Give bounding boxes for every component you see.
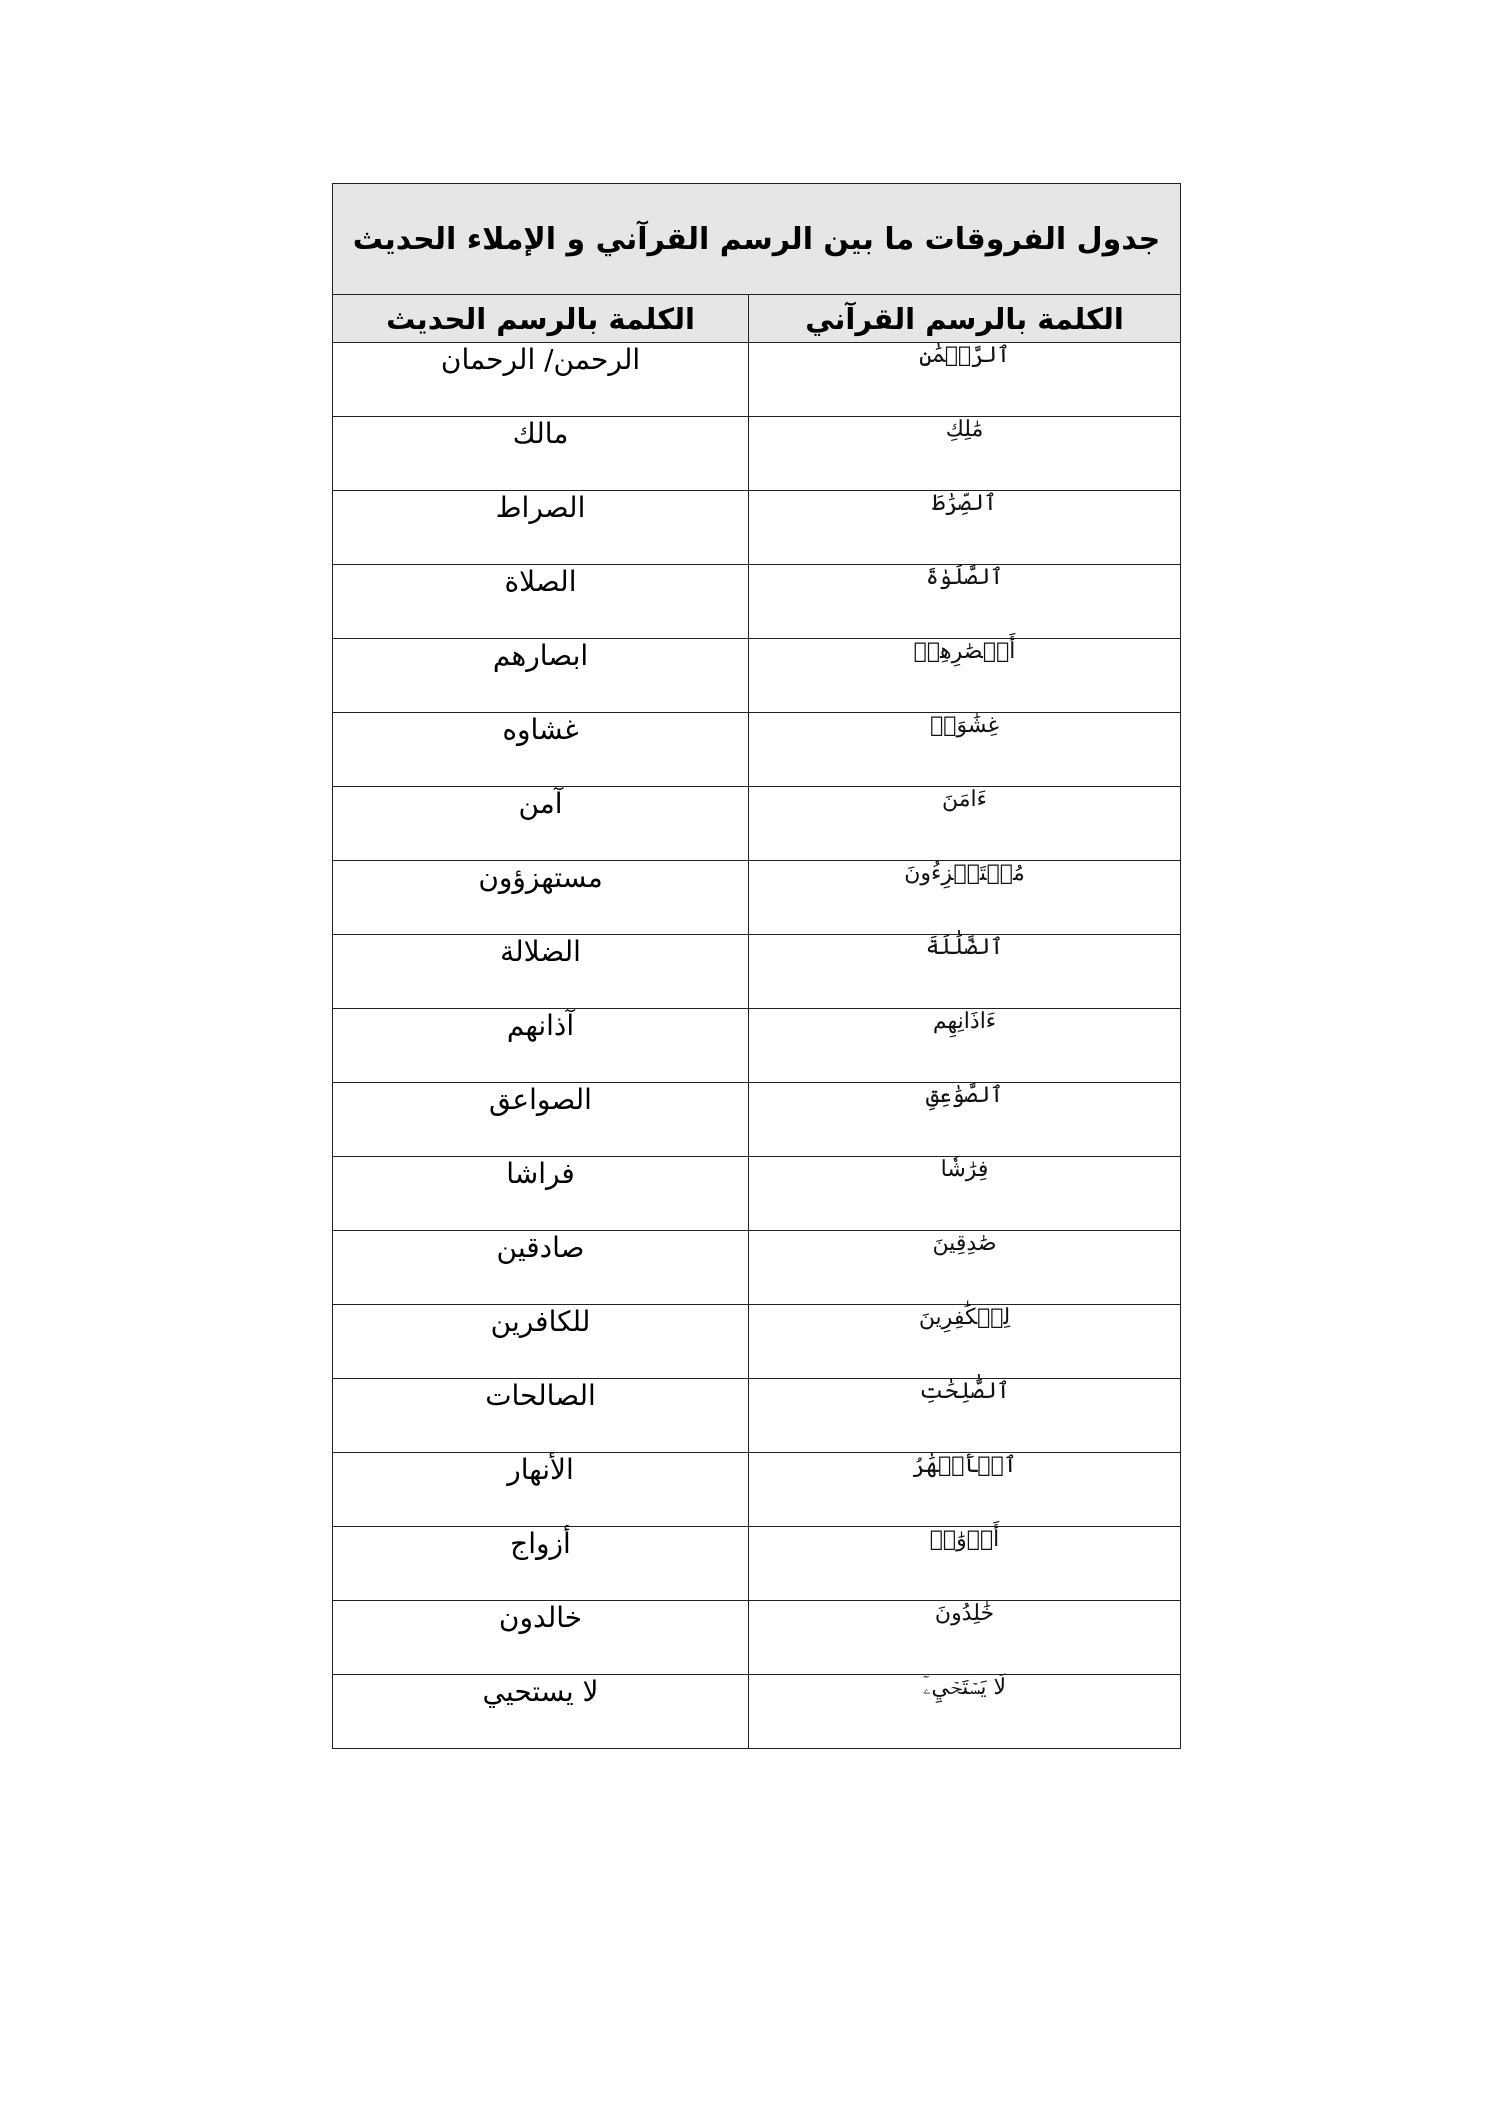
modern-word-cell: مستهزؤون <box>333 861 749 935</box>
modern-word-cell: فراشا <box>333 1157 749 1231</box>
quranic-word-cell: ٱلرَّحۡمَٰنِ <box>749 343 1181 417</box>
quranic-word-cell: خَٰلِدُونَ <box>749 1601 1181 1675</box>
table-row <box>333 491 1181 565</box>
modern-word-cell: الأنهار <box>333 1453 749 1527</box>
quranic-word-cell: ٱلصِّرَٰطَ <box>749 491 1181 565</box>
table-row <box>333 417 1181 491</box>
table-row <box>333 343 1181 417</box>
table-row <box>333 1527 1181 1601</box>
modern-word-cell: للكافرين <box>333 1305 749 1379</box>
quranic-word-cell: ٱلۡأَنۡهَٰرُ <box>749 1453 1181 1527</box>
table-row <box>333 1379 1181 1453</box>
table-row <box>333 1009 1181 1083</box>
comparison-table <box>332 183 1181 1749</box>
quranic-word-cell: مُسۡتَهۡزِءُونَ <box>749 861 1181 935</box>
modern-word-cell: آمن <box>333 787 749 861</box>
modern-word-cell: غشاوه <box>333 713 749 787</box>
table-row <box>333 935 1181 1009</box>
quranic-word-cell: أَزۡوَٰجٞ <box>749 1527 1181 1601</box>
modern-word-cell: أزواج <box>333 1527 749 1601</box>
quranic-word-cell: غِشَٰوَةٞ <box>749 713 1181 787</box>
quranic-word-cell: ٱلصَّٰلِحَٰتِ <box>749 1379 1181 1453</box>
table-row <box>333 787 1181 861</box>
quranic-word-cell: ٱلصَّلَوٰةَ <box>749 565 1181 639</box>
modern-word-cell: خالدون <box>333 1601 749 1675</box>
modern-word-cell: آذانهم <box>333 1009 749 1083</box>
table-row <box>333 1083 1181 1157</box>
table-row <box>333 1601 1181 1675</box>
modern-word-cell: الصراط <box>333 491 749 565</box>
modern-word-cell: الرحمن/ الرحمان <box>333 343 749 417</box>
header-modern-spelling: الكلمة بالرسم الحديث <box>333 295 749 343</box>
table-row <box>333 639 1181 713</box>
modern-word-cell: الصلاة <box>333 565 749 639</box>
table-row <box>333 1157 1181 1231</box>
quranic-word-cell: ءَاذَانِهِم <box>749 1009 1181 1083</box>
table-row <box>333 713 1181 787</box>
table-row <box>333 1675 1181 1749</box>
modern-word-cell: صادقين <box>333 1231 749 1305</box>
quranic-word-cell: ءَامَنَ <box>749 787 1181 861</box>
table-row <box>333 861 1181 935</box>
modern-word-cell: الضلالة <box>333 935 749 1009</box>
modern-word-cell: الصواعق <box>333 1083 749 1157</box>
quranic-word-cell: ٱلصَّوَٰعِقِ <box>749 1083 1181 1157</box>
quranic-word-cell: مَٰلِكِ <box>749 417 1181 491</box>
quranic-word-cell: لِلۡكَٰفِرِينَ <box>749 1305 1181 1379</box>
table-row <box>333 1231 1181 1305</box>
table-row <box>333 1305 1181 1379</box>
quranic-word-cell: صَٰدِقِينَ <box>749 1231 1181 1305</box>
modern-word-cell: الصالحات <box>333 1379 749 1453</box>
table-title: جدول الفروقات ما بين الرسم القرآني و الإملاء الحديث <box>333 184 1181 295</box>
table-body <box>333 343 1181 1749</box>
table-row <box>333 1453 1181 1527</box>
modern-word-cell: ابصارهم <box>333 639 749 713</box>
modern-word-cell: لا يستحيي <box>333 1675 749 1749</box>
table-row <box>333 565 1181 639</box>
header-quranic-spelling: الكلمة بالرسم القرآني <box>749 295 1181 343</box>
quranic-word-cell: أَبۡصَٰرِهِمۡ <box>749 639 1181 713</box>
quranic-word-cell: لَا يَسۡتَحۡيِۦٓ <box>749 1675 1181 1749</box>
quranic-word-cell: فِرَٰشٗا <box>749 1157 1181 1231</box>
quranic-word-cell: ٱلضَّلَٰلَةَ <box>749 935 1181 1009</box>
modern-word-cell: مالك <box>333 417 749 491</box>
